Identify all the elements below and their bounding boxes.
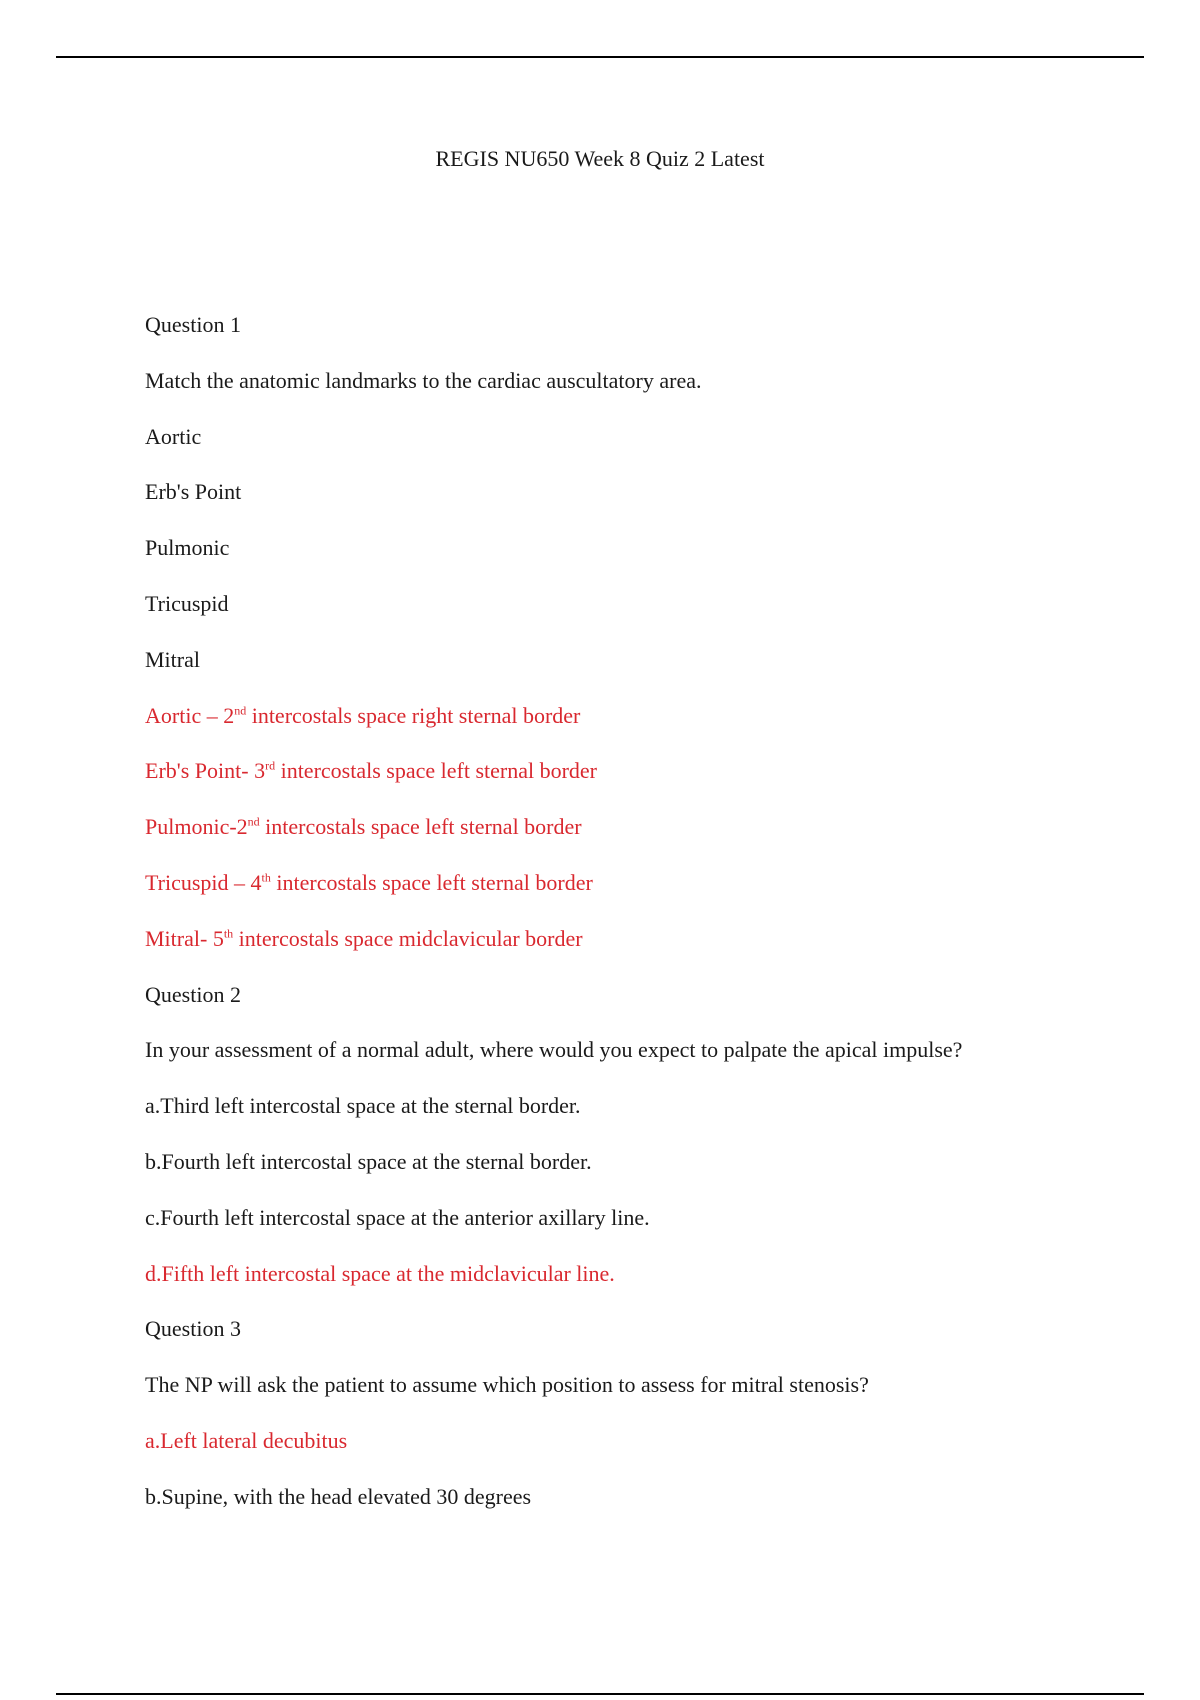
question-3-option-a: a.Left lateral decubitus <box>145 1427 348 1453</box>
document-title: REGIS NU650 Week 8 Quiz 2 Latest <box>435 146 765 171</box>
term-tricuspid: Tricuspid <box>145 590 229 616</box>
answer-text: Erb's Point- 3 <box>145 758 266 784</box>
question-1-prompt: Match the anatomic landmarks to the cardiac auscultatory area. <box>145 367 702 393</box>
answer-erbs-point <box>145 756 1105 786</box>
term-erbs-point: Erb's Point <box>145 479 242 505</box>
answer-text: Mitral- 5 <box>145 925 224 951</box>
answer-text: intercostals space left sternal border <box>270 869 593 895</box>
answer-tricuspid <box>145 868 1105 898</box>
question-2-option-d: d.Fifth left intercostal space at the midclavicular line. <box>145 1260 615 1286</box>
answer-text: intercostals space right sternal border <box>246 702 581 728</box>
term-aortic: Aortic <box>145 423 202 449</box>
answer-text: Aortic – 2 <box>145 702 235 728</box>
ordinal-suffix: rd <box>265 759 276 774</box>
question-3-option-b: b.Supine, with the head elevated 30 degrees <box>145 1483 532 1509</box>
question-3-prompt: The NP will ask the patient to assume which position to assess for mitral stenosis? <box>145 1372 869 1398</box>
header-rule <box>56 56 1144 58</box>
question-3-heading: Question 3 <box>145 1316 241 1342</box>
answer-text: intercostals space left sternal border <box>275 758 597 784</box>
ordinal-suffix: nd <box>247 814 260 829</box>
ordinal-suffix: th <box>223 926 234 941</box>
footer-rule <box>56 1693 1144 1695</box>
question-2-option-a: a.Third left intercostal space at the sternal border. <box>145 1093 581 1119</box>
term-pulmonic: Pulmonic <box>145 535 230 561</box>
answer-text: intercostals space midclavicular border <box>233 925 583 951</box>
answer-text: Pulmonic-2 <box>145 814 248 840</box>
answer-aortic <box>145 701 1105 731</box>
answer-text: Tricuspid – 4 <box>145 869 262 895</box>
term-mitral: Mitral <box>145 646 200 672</box>
question-2-option-b: b.Fourth left intercostal space at the sternal border. <box>145 1148 592 1174</box>
document-body <box>145 310 1105 1538</box>
ordinal-suffix: nd <box>234 703 247 718</box>
question-1-heading: Question 1 <box>145 312 241 337</box>
answer-text: intercostals space left sternal border <box>259 814 582 840</box>
question-2-heading: Question 2 <box>145 981 241 1007</box>
answer-mitral <box>145 924 1105 954</box>
answer-pulmonic <box>145 812 1105 842</box>
question-2-prompt: In your assessment of a normal adult, where would you expect to palpate the apical impulse? <box>145 1037 963 1063</box>
ordinal-suffix: th <box>261 870 271 885</box>
question-2-option-c: c.Fourth left intercostal space at the anterior axillary line. <box>145 1204 650 1230</box>
